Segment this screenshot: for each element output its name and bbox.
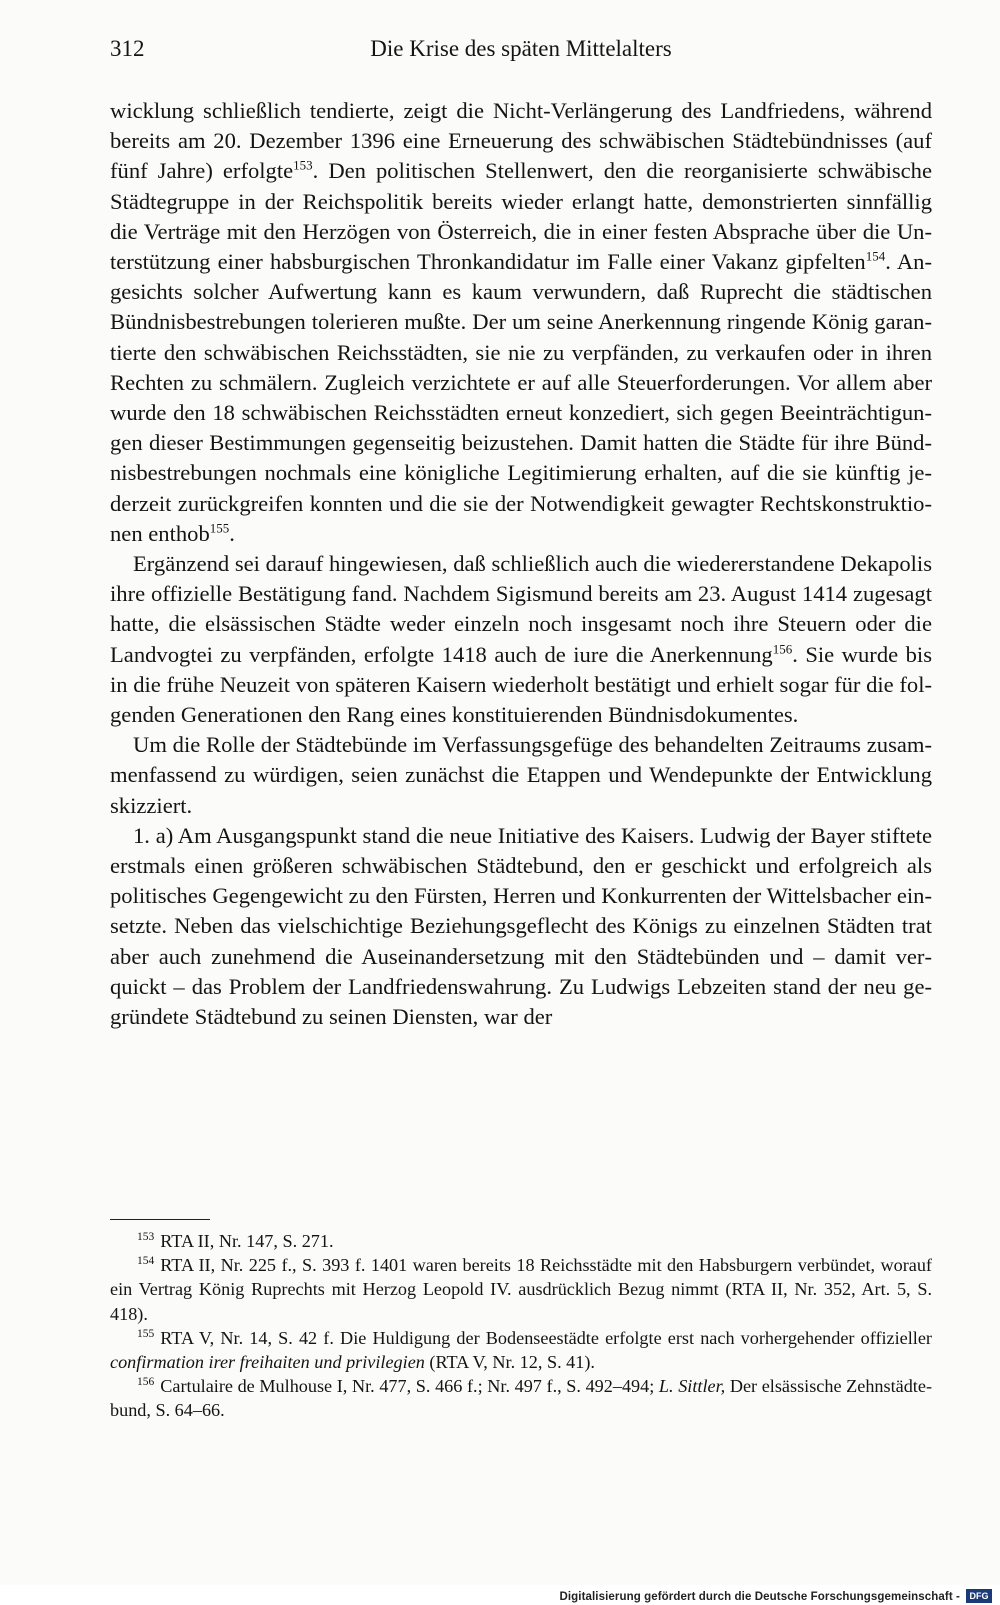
footer-strip bbox=[0, 1585, 1000, 1605]
text-run: (RTA V, Nr. 12, S. 41). bbox=[424, 1352, 595, 1373]
footnote-reference: 155 bbox=[209, 520, 230, 536]
text-run: Ergänzend sei darauf hingewiesen, daß schließlich auch die wiedererstandene Dekapolis ihre offizielle Bestätigung fand. Nachdem Sigismund bereits am 23. August 1414 zugesagt hatte, die elsässischen Städte weder einzeln noch insgesamt noch ihre Steuern oder die Landvogtei zu verpfänden, erfolgte 1418 auch de iure die Anerkennung bbox=[110, 551, 932, 667]
footnote-reference: 153 bbox=[293, 157, 313, 173]
text-run: RTA II, Nr. 225 f., S. 393 f. 1401 waren bereits 18 Reichsstädte mit den Habsburgern verbündet, worauf ein Vertrag König Ruprechts mit Herzog Leopold IV. ausdrücklich Bezug nimmt (RTA II, Nr. 352, Art. 5, S. 418). bbox=[110, 1255, 932, 1324]
footnote-number: 154 bbox=[137, 1255, 155, 1268]
text-run: . Sie wurde bis in die frühe Neuzeit von späteren Kaisern wiederholt bestätigt und erhielt sogar für die folgenden Generationen den Rang eines konstituierenden Bündnisdokumentes. bbox=[110, 641, 932, 728]
paragraph bbox=[110, 821, 932, 1032]
dfg-logo: DFG bbox=[966, 1589, 992, 1603]
page-number: 312 bbox=[110, 36, 145, 61]
footnote bbox=[110, 1229, 932, 1253]
italic-text: L. Sittler, bbox=[658, 1376, 726, 1397]
italic-text: confirmation irer freihaiten und privilegien bbox=[110, 1352, 425, 1373]
text-run: RTA V, Nr. 14, S. 42 f. Die Huldigung der Bodenseestädte erfolgte erst nach vorhergehender offizieller bbox=[160, 1327, 932, 1348]
paragraph bbox=[110, 549, 932, 730]
body-text bbox=[110, 96, 932, 1032]
footnote bbox=[110, 1253, 932, 1326]
text-run: 1. a) Am Ausgangspunkt stand die neue Initiative des Kaisers. Ludwig der Bayer stiftete erstmals einen größeren schwäbischen Städtebund, den er geschickt und erfolgreich als politisches Gegengewicht zu den Fürsten, Herren und Konkurrenten der Wittelsbacher einsetzte. Neben das vielschichtige Beziehungsgeflecht des Königs zu einzelnen Städten trat aber auch zunehmend die Auseinandersetzung mit den Städtebünden und – damit verquickt – das Problem der Landfriedenswahrung. Zu Ludwigs Lebzeiten stand der neu gegründete Städtebund zu seinen Diensten, war der bbox=[110, 822, 932, 1030]
text-run: Um die Rolle der Städtebünde im Verfassungsgefüge des behandelten Zeitraums zusammenfassend zu würdigen, seien zunächst die Etappen und Wendepunkte der Entwicklung skizziert. bbox=[110, 732, 932, 818]
footnote-number: 156 bbox=[137, 1376, 155, 1389]
footnote bbox=[110, 1326, 932, 1374]
text-run: RTA II, Nr. 147, S. 271. bbox=[160, 1231, 334, 1251]
digitization-credit: Digitalisierung gefördert durch die Deutsche Forschungsgemeinschaft - bbox=[559, 1591, 960, 1603]
footnote-reference: 154 bbox=[865, 248, 886, 264]
footnote-divider bbox=[110, 1219, 210, 1220]
text-run: Der elsässische Zehnstädtebund, S. 64–66. bbox=[110, 1376, 932, 1421]
text-run: wicklung schließlich tendierte, zeigt die Nicht-Verlängerung des Landfriedens, während bereits am 20. Dezember 1396 eine Erneuerung des schwäbischen Städtebündnisses (auf fünf Jahre) erfolgte bbox=[110, 98, 932, 184]
text-run: Cartulaire de Mulhouse I, Nr. 477, S. 466 f.; Nr. 497 f., S. 492–494; bbox=[160, 1376, 659, 1397]
text-run: . Angesichts solcher Aufwertung kann es kaum verwundern, daß Ruprecht die städtischen Bündnisbestrebungen tolerieren mußte. Der um seine Anerkennung ringende König garantierte den schwäbischen Reichsstädten, sie nie zu verpfänden, zu verkaufen oder in ihren Rechten zu schmälern. Zugleich verzichtete er auf alle Steuerforderungen. Vor allem aber wurde den 18 schwäbischen Reichsstädten erneut konzediert, sich gegen Beeinträchtigungen dieser Bestimmungen gegenseitig beizustehen. Damit hatten die Städte für ihre Bündnisbestrebungen nochmals eine königliche Legitimierung erhalten, auf die sie künftig jederzeit zurückgreifen konnten und die sie der Notwendigkeit gewagter Rechtskonstruktionen enthob bbox=[110, 249, 932, 546]
paragraph bbox=[110, 730, 932, 821]
footnotes bbox=[110, 1229, 932, 1423]
text-run: . Den politischen Stellenwert, den die reorganisierte schwäbische Städtegruppe in der Reichspolitik bereits wieder erlangt hatte, demonstrierten sinnfällig die Verträge mit den Herzögen von Österreich, die in einer festen Absprache über die Unterstützung einer habsburgischen Thronkandidatur im Falle einer Vakanz gipfelten bbox=[110, 158, 932, 275]
footnote-number: 155 bbox=[137, 1327, 155, 1340]
text-run: . bbox=[229, 520, 235, 546]
paragraph bbox=[110, 96, 932, 549]
footnote-reference: 156 bbox=[772, 641, 793, 657]
footnote-number: 153 bbox=[137, 1230, 155, 1243]
page-header bbox=[110, 36, 932, 70]
running-title: Die Krise des späten Mittelalters bbox=[370, 36, 672, 61]
footnote bbox=[110, 1374, 932, 1422]
